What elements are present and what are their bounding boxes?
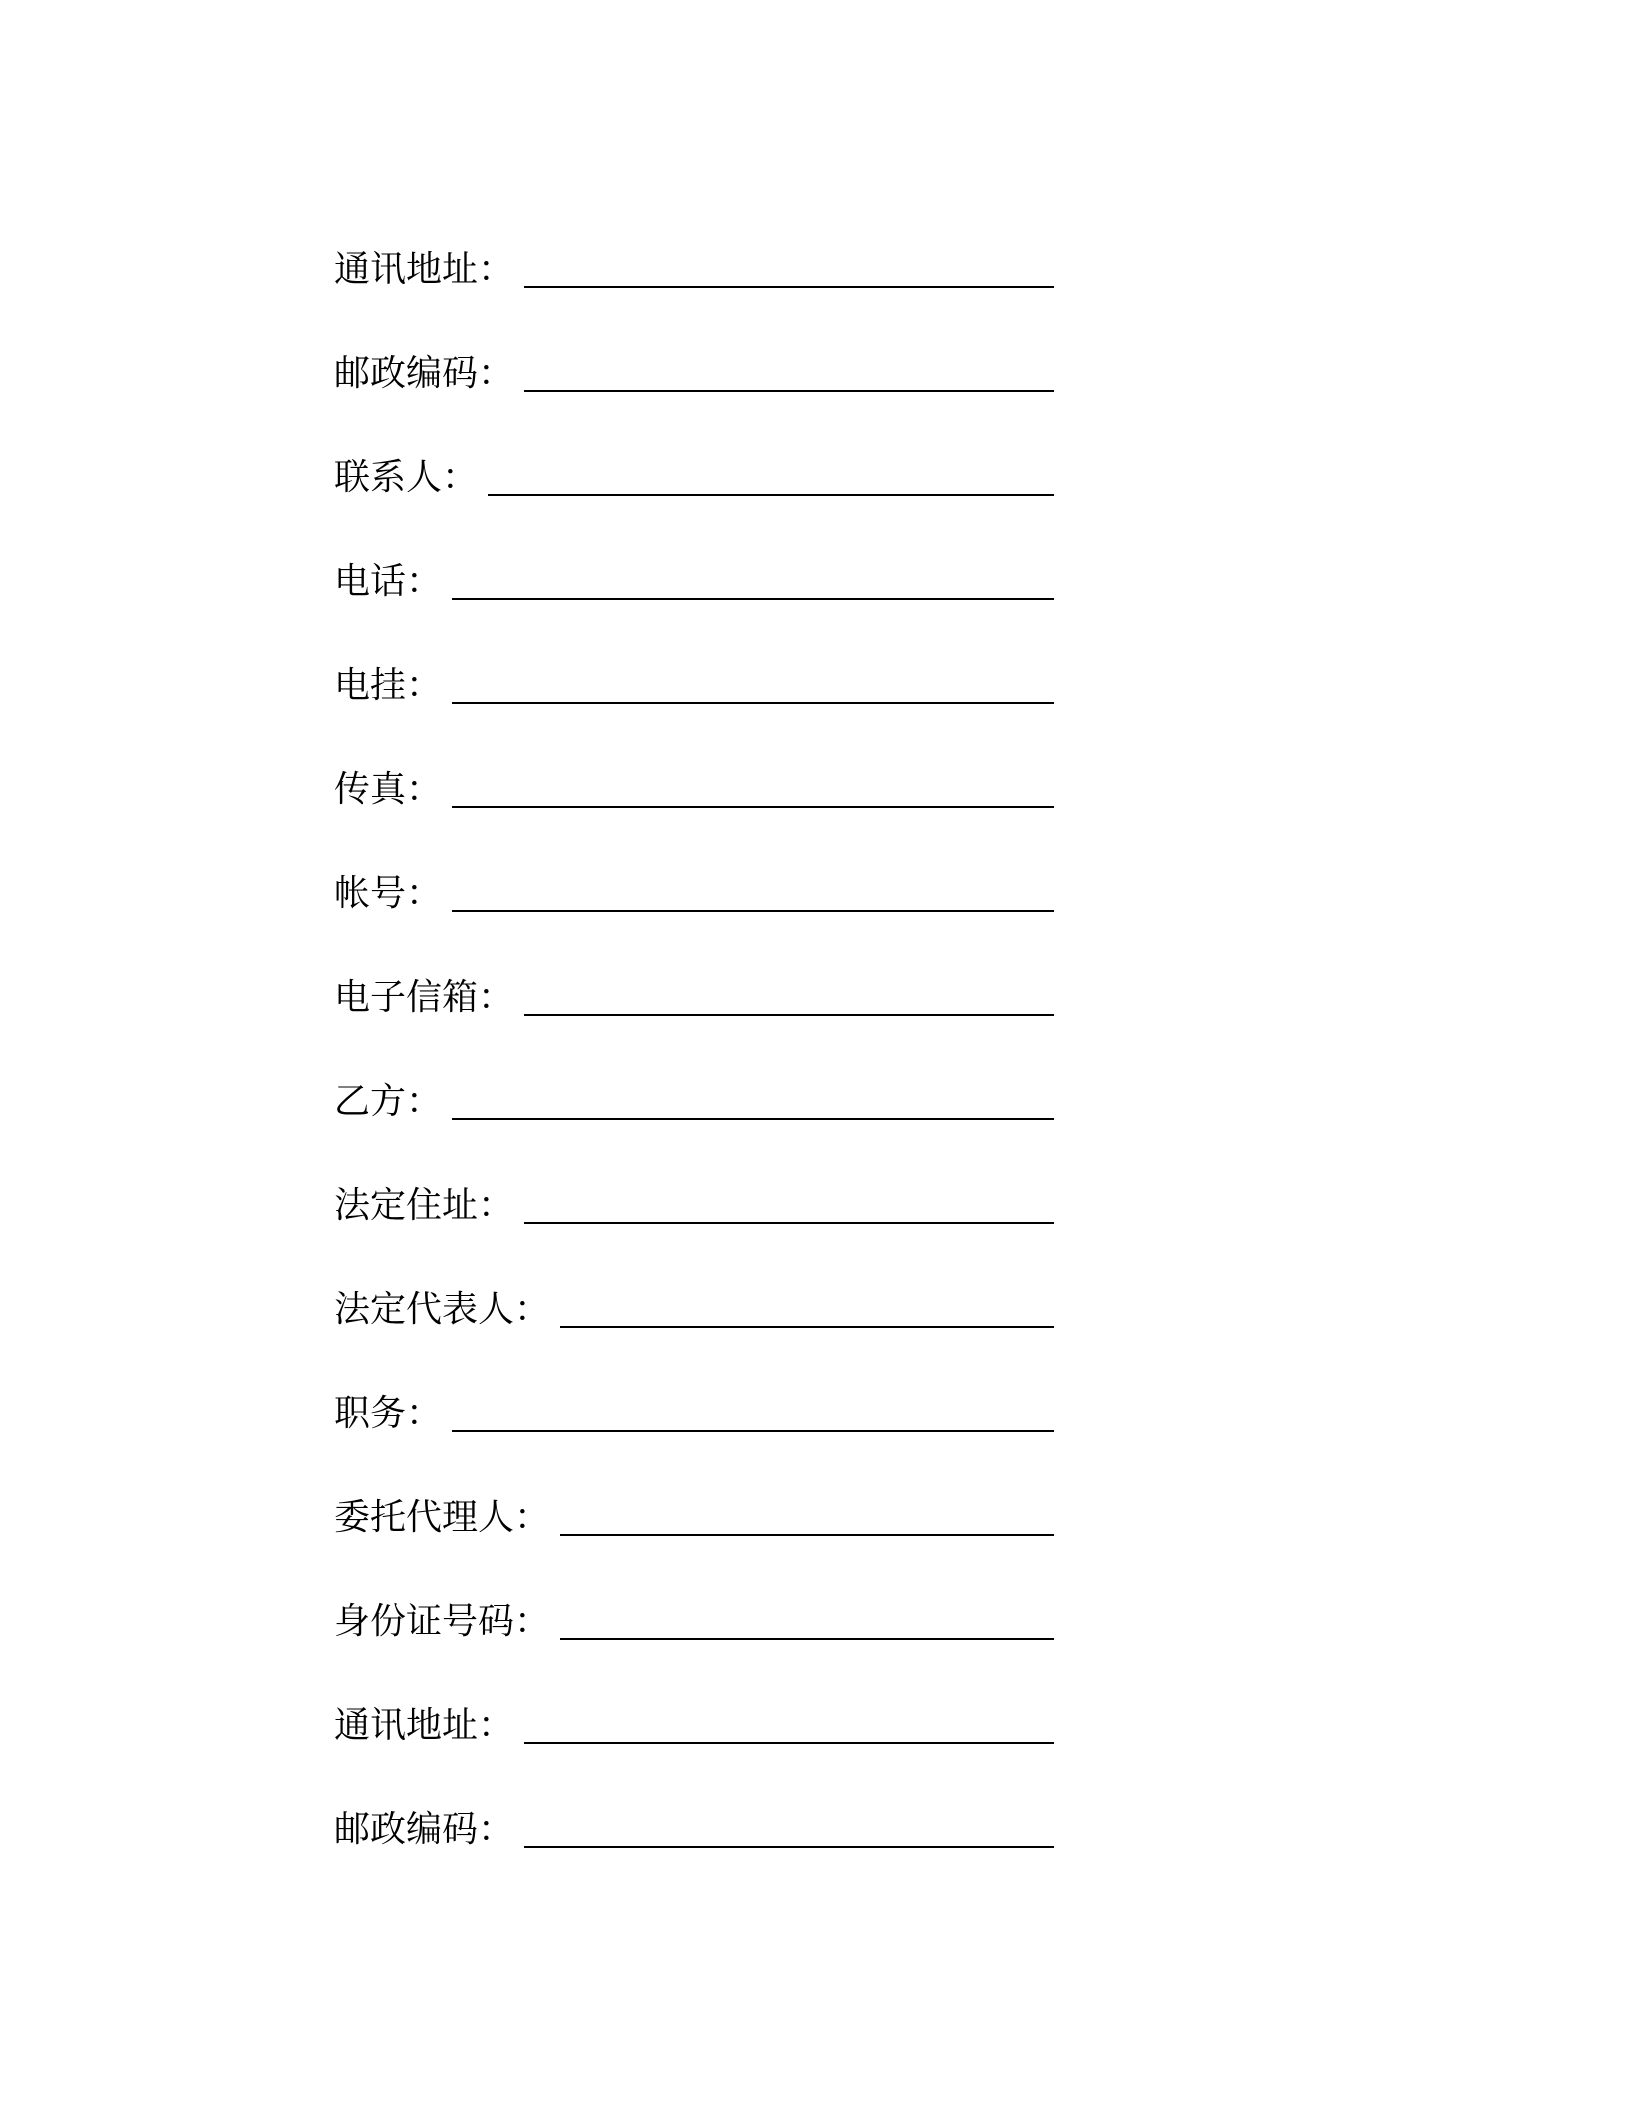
field-label: 帐号 bbox=[334, 873, 407, 914]
field-row-fax bbox=[334, 710, 1054, 814]
fill-in-blank-line[interactable] bbox=[560, 1534, 1054, 1536]
fill-in-blank-line[interactable] bbox=[452, 598, 1054, 600]
field-row-postal-code-2 bbox=[334, 1750, 1054, 1854]
field-row-authorized-agent bbox=[334, 1438, 1054, 1542]
field-colon: ： bbox=[478, 1705, 515, 1746]
field-label: 法定住址 bbox=[334, 1185, 479, 1226]
field-colon: ： bbox=[406, 561, 443, 602]
field-row-email bbox=[334, 918, 1054, 1022]
field-row-party-b bbox=[334, 1022, 1054, 1126]
fill-in-blank-line[interactable] bbox=[524, 1014, 1054, 1016]
field-colon: ： bbox=[406, 769, 443, 810]
field-row-legal-address bbox=[334, 1126, 1054, 1230]
field-colon: ： bbox=[478, 1809, 515, 1850]
fill-in-blank-line[interactable] bbox=[452, 1430, 1054, 1432]
field-colon: ： bbox=[514, 1289, 551, 1330]
field-row-account-number bbox=[334, 814, 1054, 918]
field-label: 委托代理人 bbox=[334, 1497, 515, 1538]
field-colon: ： bbox=[514, 1601, 551, 1642]
field-label: 联系人 bbox=[334, 457, 443, 498]
field-colon: ： bbox=[406, 1393, 443, 1434]
field-row-telegram bbox=[334, 606, 1054, 710]
field-colon: ： bbox=[514, 1497, 551, 1538]
field-row-phone bbox=[334, 502, 1054, 606]
field-label: 法定代表人 bbox=[334, 1289, 515, 1330]
field-colon: ： bbox=[478, 1185, 515, 1226]
fill-in-blank-line[interactable] bbox=[524, 1742, 1054, 1744]
fill-in-blank-line[interactable] bbox=[560, 1638, 1054, 1640]
field-label: 职务 bbox=[334, 1393, 407, 1434]
field-colon: ： bbox=[478, 977, 515, 1018]
field-row-legal-representative bbox=[334, 1230, 1054, 1334]
field-label: 通讯地址 bbox=[334, 1705, 479, 1746]
field-colon: ： bbox=[406, 873, 443, 914]
field-row-mailing-address bbox=[334, 190, 1054, 294]
fill-in-blank-line[interactable] bbox=[452, 1118, 1054, 1120]
fill-in-blank-line[interactable] bbox=[524, 1846, 1054, 1848]
fill-in-blank-line[interactable] bbox=[452, 806, 1054, 808]
fill-in-blank-line[interactable] bbox=[524, 286, 1054, 288]
field-label: 通讯地址 bbox=[334, 249, 479, 290]
field-label: 乙方 bbox=[334, 1081, 407, 1122]
field-label: 身份证号码 bbox=[334, 1601, 515, 1642]
field-colon: ： bbox=[406, 1081, 443, 1122]
field-row-postal-code bbox=[334, 294, 1054, 398]
field-row-mailing-address-2 bbox=[334, 1646, 1054, 1750]
field-colon: ： bbox=[478, 353, 515, 394]
field-row-position bbox=[334, 1334, 1054, 1438]
field-label: 电挂 bbox=[334, 665, 407, 706]
field-label: 电话 bbox=[334, 561, 407, 602]
field-label: 电子信箱 bbox=[334, 977, 479, 1018]
contract-party-form bbox=[334, 190, 1054, 1854]
field-colon: ： bbox=[406, 665, 443, 706]
field-label: 邮政编码 bbox=[334, 353, 479, 394]
field-label: 邮政编码 bbox=[334, 1809, 479, 1850]
field-row-id-number bbox=[334, 1542, 1054, 1646]
fill-in-blank-line[interactable] bbox=[560, 1326, 1054, 1328]
fill-in-blank-line[interactable] bbox=[452, 910, 1054, 912]
field-colon: ： bbox=[478, 249, 515, 290]
fill-in-blank-line[interactable] bbox=[524, 1222, 1054, 1224]
field-label: 传真 bbox=[334, 769, 407, 810]
fill-in-blank-line[interactable] bbox=[452, 702, 1054, 704]
field-colon: ： bbox=[442, 457, 479, 498]
fill-in-blank-line[interactable] bbox=[488, 494, 1054, 496]
fill-in-blank-line[interactable] bbox=[524, 390, 1054, 392]
field-row-contact-person bbox=[334, 398, 1054, 502]
